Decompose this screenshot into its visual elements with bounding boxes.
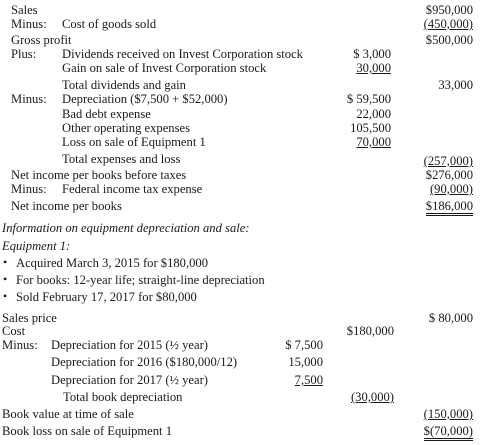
cogs-label: Cost of goods sold — [62, 17, 157, 31]
total-exp-value: (257,000) — [423, 154, 473, 168]
book-value-label: Book value at time of sale — [2, 407, 134, 421]
loss-equip-value: 70,000 — [356, 135, 391, 149]
total-exp-label: Total expenses and loss — [62, 152, 181, 166]
cost-value: $180,000 — [346, 324, 394, 338]
net-before-tax-label: Net income per books before taxes — [11, 168, 187, 182]
dividends-label: Dividends received on Invest Corporation stock — [62, 47, 303, 61]
total-div-gain-value: 33,000 — [438, 78, 473, 92]
cogs-prefix: Minus: — [11, 17, 47, 31]
depreciation-value: $ 59,500 — [346, 92, 391, 106]
fed-tax-prefix: Minus: — [11, 182, 47, 196]
sales-label: Sales — [11, 3, 38, 17]
sales-value: $950,000 — [425, 3, 473, 17]
net-before-tax-value: $276,000 — [425, 168, 473, 182]
total-div-gain-label: Total dividends and gain — [62, 78, 186, 92]
total-dep-label: Total book depreciation — [63, 390, 183, 404]
bullet-icon: • — [3, 272, 8, 286]
sale-minus-prefix: Minus: — [2, 338, 38, 352]
plus-prefix: Plus: — [11, 47, 37, 61]
book-value-value: (150,000) — [423, 407, 473, 421]
fed-tax-value: (90,000) — [429, 182, 473, 196]
minus-prefix: Minus: — [11, 92, 47, 106]
cost-label: Cost — [2, 324, 26, 338]
bullet-item: Acquired March 3, 2015 for $180,000 — [16, 256, 209, 270]
bad-debt-value: 22,000 — [356, 107, 391, 121]
other-exp-label: Other operating expenses — [62, 121, 190, 135]
dep2017-label: Depreciation for 2017 (½ year) — [51, 373, 209, 387]
loss-equip-label: Loss on sale of Equipment 1 — [62, 135, 206, 149]
gross-profit-label: Gross profit — [11, 33, 72, 47]
info-subheading: Equipment 1: — [2, 239, 71, 253]
bullet-icon: • — [3, 255, 8, 269]
book-loss-label: Book loss on sale of Equipment 1 — [2, 424, 173, 438]
bullet-item: Sold February 17, 2017 for $80,000 — [16, 290, 197, 304]
gain-value: 30,000 — [356, 61, 391, 75]
sale-price-label: Sales price — [2, 311, 57, 325]
net-income-value: $186,000 — [426, 200, 473, 216]
dep2016-label: Depreciation for 2016 ($180,000/12) — [51, 355, 238, 369]
bullet-icon: • — [3, 289, 8, 303]
dep2017-value: 7,500 — [294, 373, 323, 387]
bullet-item: For books: 12-year life; straight-line depreciation — [16, 273, 265, 287]
info-heading: Information on equipment depreciation and sale: — [2, 221, 250, 235]
gain-label: Gain on sale of Invest Corporation stock — [62, 61, 267, 75]
gross-profit-value: $500,000 — [425, 33, 473, 47]
dep2016-value: 15,000 — [288, 355, 323, 369]
depreciation-label: Depreciation ($7,500 + $52,000) — [62, 92, 228, 106]
dep2015-value: $ 7,500 — [285, 338, 323, 352]
dividends-value: $ 3,000 — [353, 47, 391, 61]
net-income-label: Net income per books — [11, 199, 122, 213]
cogs-value: (450,000) — [423, 17, 473, 31]
total-dep-value: (30,000) — [350, 390, 394, 404]
bad-debt-label: Bad debt expense — [62, 107, 151, 121]
sale-price-value: $ 80,000 — [428, 311, 473, 325]
other-exp-value: 105,500 — [350, 121, 391, 135]
book-loss-value: $(70,000) — [424, 425, 473, 441]
fed-tax-label: Federal income tax expense — [62, 182, 203, 196]
dep2015-label: Depreciation for 2015 (½ year) — [51, 338, 209, 352]
